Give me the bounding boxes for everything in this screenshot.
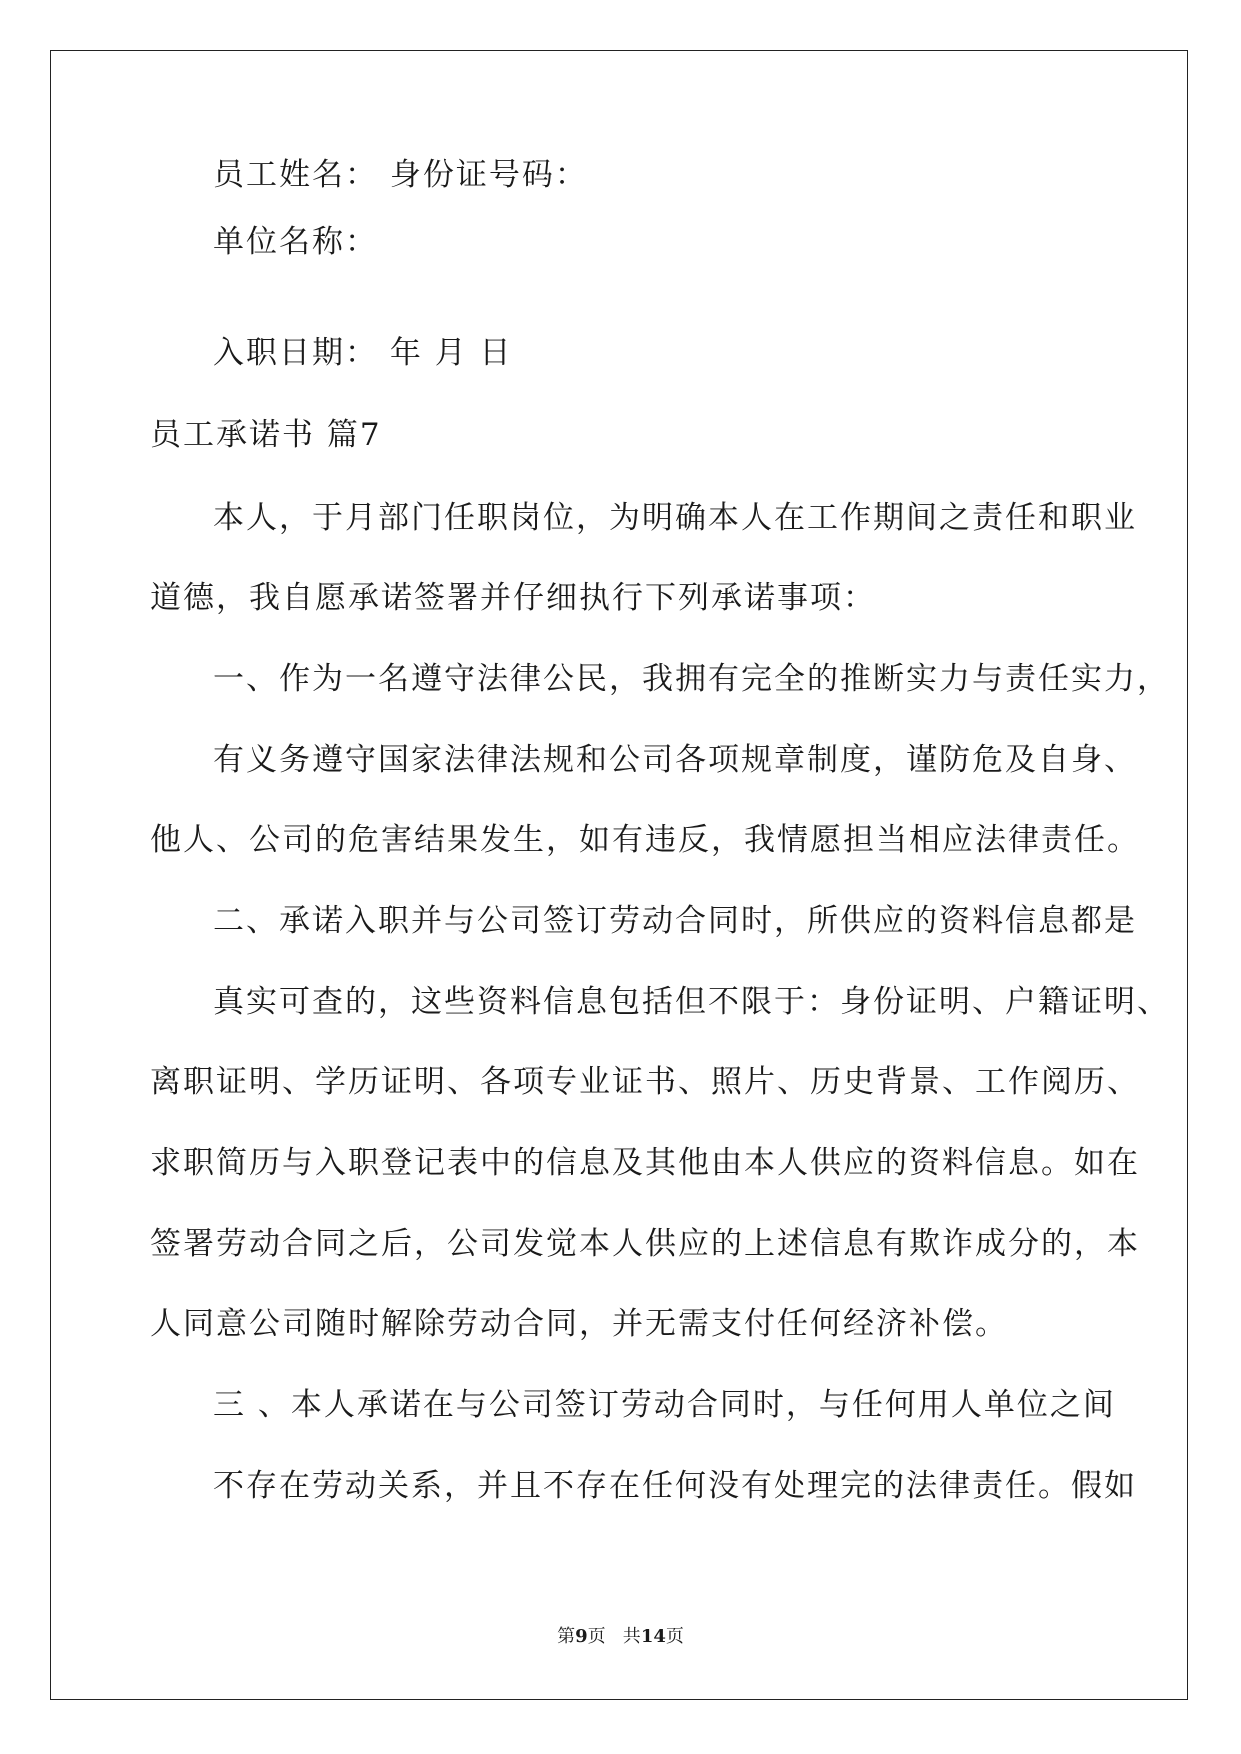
text-line: 求职简历与入职登记表中的信息及其他由本人供应的资料信息。如在: [150, 1145, 1140, 1181]
text-line: 三 、本人承诺在与公司签订劳动合同时，与任何用人单位之间: [213, 1387, 1116, 1423]
text-line: 入职日期： 年 月 日: [213, 335, 513, 371]
page-total: 14: [640, 1626, 666, 1647]
page-number: [0, 1625, 1241, 1649]
text-line: 员工姓名： 身份证号码：: [213, 157, 588, 193]
page-current: 9: [575, 1626, 588, 1647]
page-mid: 页 共: [587, 1626, 641, 1647]
text-line: 二、承诺入职并与公司签订劳动合同时，所供应的资料信息都是: [213, 903, 1137, 939]
text-line: 一、作为一名遵守法律公民，我拥有完全的推断实力与责任实力，: [213, 661, 1170, 697]
text-line: 有义务遵守国家法律法规和公司各项规章制度，谨防危及自身、: [213, 742, 1137, 778]
text-line: 离职证明、学历证明、各项专业证书、照片、历史背景、工作阅历、: [150, 1064, 1140, 1100]
text-line: 道德，我自愿承诺签署并仔细执行下列承诺事项：: [150, 580, 876, 616]
page-border: [50, 50, 1188, 1700]
text-line: 不存在劳动关系，并且不存在任何没有处理完的法律责任。假如: [213, 1468, 1137, 1504]
page-prefix: 第: [557, 1626, 576, 1647]
page-suffix: 页: [665, 1626, 684, 1647]
text-line: 签署劳动合同之后，公司发觉本人供应的上述信息有欺诈成分的，本: [150, 1226, 1140, 1262]
text-line: 人同意公司随时解除劳动合同，并无需支付任何经济补偿。: [150, 1306, 1008, 1342]
text-line: 本人，于月部门任职岗位，为明确本人在工作期间之责任和职业: [213, 500, 1137, 536]
text-line: 他人、公司的危害结果发生，如有违反，我情愿担当相应法律责任。: [150, 822, 1140, 858]
section-heading: 员工承诺书 篇7: [150, 417, 382, 453]
text-line: 单位名称：: [213, 224, 378, 260]
text-line: 真实可查的，这些资料信息包括但不限于：身份证明、户籍证明、: [213, 984, 1170, 1020]
